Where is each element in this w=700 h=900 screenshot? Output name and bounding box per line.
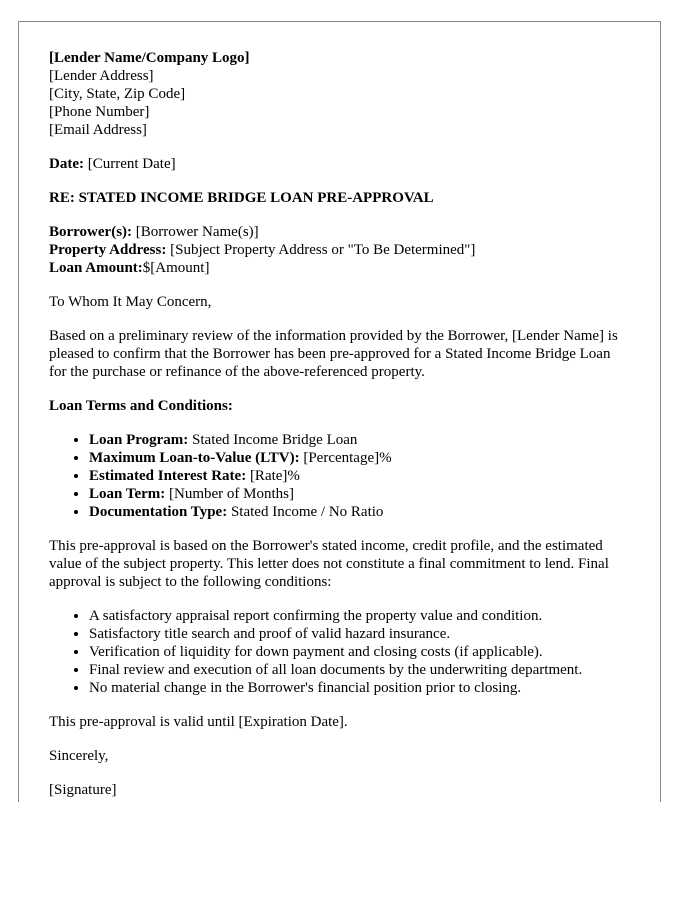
property-address-label: Property Address: [49,242,167,258]
property-address-value: [Subject Property Address or "To Be Determined"] [170,242,476,258]
pre-approval-letter [18,21,661,802]
list-item [89,467,630,485]
conditions-list [49,607,630,697]
property-address-line [49,241,630,259]
list-item [89,485,630,503]
borrowers-value: [Borrower Name(s)] [135,224,259,240]
term-label: Estimated Interest Rate: [89,468,247,484]
list-item [89,503,630,521]
lender-city-state-zip: [City, State, Zip Code] [49,86,186,102]
term-value: Stated Income / No Ratio [230,504,384,520]
list-item: • Final review and execution of all loan documents by the underwriting department. [89,661,630,679]
term-value: Stated Income Bridge Loan [192,432,358,448]
intro-paragraph: Based on a preliminary review of the information provided by the Borrower, [Lender Name] is pleased to confirm that the Borrower has been pre-approved for a Stated Income Bridge Loan for the purchase or refinance of the above-referenced property. [49,328,618,380]
date-label: Date: [49,156,84,172]
list-item [89,431,630,449]
lender-phone: [Phone Number] [49,104,150,120]
lender-address: [Lender Address] [49,68,154,84]
term-label: Maximum Loan-to-Value (LTV): [89,450,300,466]
list-item [89,449,630,467]
loan-amount-label: Loan Amount: [49,260,143,276]
validity-statement: This pre-approval is valid until [Expiration Date]. [49,714,348,730]
term-value: [Percentage]% [303,450,392,466]
borrowers-line [49,223,630,241]
closing: Sincerely, [49,748,109,764]
term-value: [Rate]% [249,468,300,484]
list-item: • No material change in the Borrower's financial position prior to closing. [89,679,630,697]
salutation: To Whom It May Concern, [49,294,212,310]
list-item: • Verification of liquidity for down payment and closing costs (if applicable). [89,643,630,661]
loan-amount-value: $[Amount] [142,260,210,276]
term-label: Loan Program: [89,432,189,448]
term-value: [Number of Months] [169,486,294,502]
date-line [49,155,630,173]
term-label: Documentation Type: [89,504,228,520]
list-item: • A satisfactory appraisal report confirming the property value and condition. [89,607,630,625]
basis-paragraph: This pre-approval is based on the Borrower's stated income, credit profile, and the estimated value of the subject property. This letter does not constitute a final commitment to lend. Final approval is subject to the following conditions: [49,538,609,590]
terms-list [49,431,630,521]
loan-amount-line [49,259,630,277]
date-value: [Current Date] [87,156,176,172]
signature: [Signature] [49,782,117,798]
lender-name-logo: [Lender Name/Company Logo] [49,50,250,66]
borrowers-label: Borrower(s): [49,224,133,240]
re-line: RE: STATED INCOME BRIDGE LOAN PRE-APPROVAL [49,190,434,206]
terms-heading: Loan Terms and Conditions: [49,398,233,414]
lender-header [49,49,630,139]
list-item: • Satisfactory title search and proof of valid hazard insurance. [89,625,630,643]
borrower-info [49,223,630,277]
term-label: Loan Term: [89,486,166,502]
lender-email: [Email Address] [49,122,147,138]
